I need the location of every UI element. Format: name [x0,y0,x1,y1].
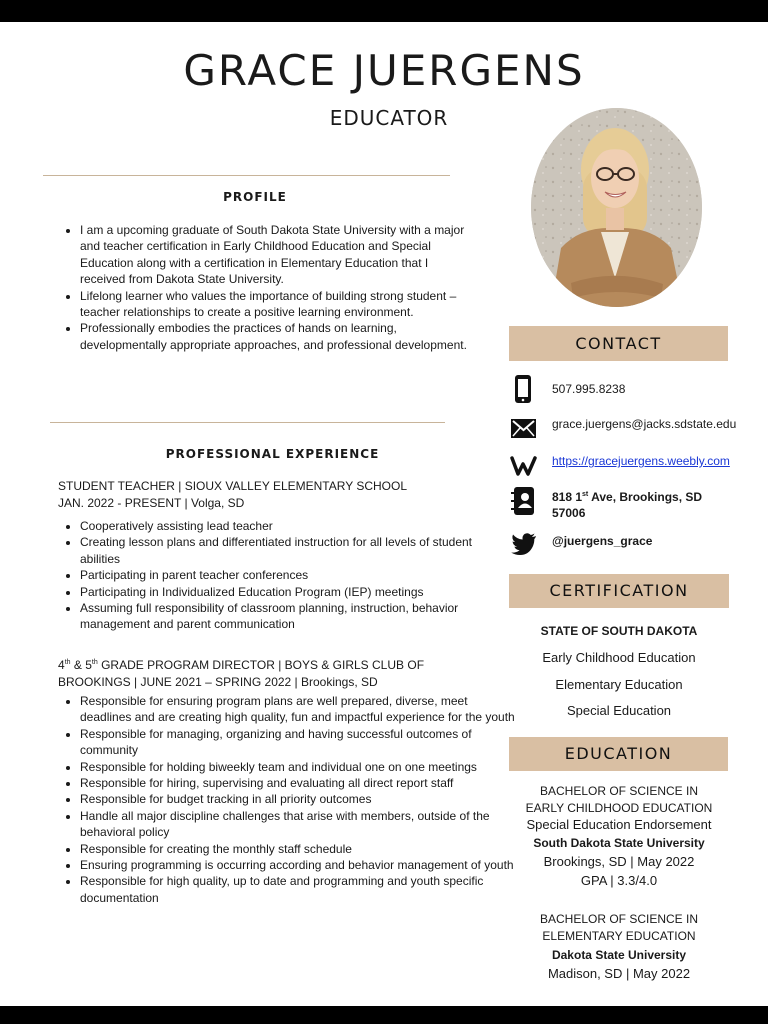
job1-header [58,478,478,512]
job2-duties [58,693,520,906]
contact-website[interactable] [552,453,762,469]
resume-name: GRACE JUERGENS [183,46,585,95]
resume-role: EDUCATOR [329,106,449,130]
job2-duty: • Ensuring programming is occurring according and behavior management of youth [80,857,520,873]
degree1-school: South Dakota State University [533,836,705,850]
profile-item: • I am a upcoming graduate of South Dakota State University with a major and teacher certification in Early Childhood Education and Special Education along with a certification in Elementary Education that I received from Dakota State University. [80,222,472,288]
contact-phone-row [510,374,760,406]
degree1-endorsement: Special Education Endorsement [526,817,712,832]
bottom-bar [0,1006,768,1024]
twitter-icon [510,528,538,558]
top-bar [0,0,768,22]
contact-address-row [510,486,760,522]
degree1-place: Brookings, SD | May 2022 [543,854,695,869]
job1-title: STUDENT TEACHER | SIOUX VALLEY ELEMENTARY SCHOOL [58,479,407,493]
contact-header: CONTACT [509,326,728,361]
profile-photo [531,108,702,307]
job2-duty: • Responsible for creating the monthly staff schedule [80,841,520,857]
job2-dates: BROOKINGS | JUNE 2021 – SPRING 2022 | Brookings, SD [58,675,378,689]
contact-website-row [510,450,760,482]
certification-header: CERTIFICATION [509,574,729,608]
certification-state: STATE OF SOUTH DAKOTA [540,624,698,638]
profile-list [58,222,472,353]
envelope-icon [510,412,538,442]
degree2-major: ELEMENTARY EDUCATION [542,929,696,943]
contact-twitter[interactable]: @juergens_grace [552,534,653,548]
degree1-title: BACHELOR OF SCIENCE IN [539,784,699,798]
degree2-title: BACHELOR OF SCIENCE IN [539,912,699,926]
job1-duty: • Creating lesson plans and differentiated instruction for all levels of student abilities [80,534,500,567]
address-book-icon [510,486,538,516]
certification-item: Special Education [566,703,672,718]
job1-duty: • Cooperatively assisting lead teacher [80,518,500,534]
job1-duties [58,518,500,633]
profile-item: • Lifelong learner who values the importance of building strong student – teacher relationships to create a positive learning environment. [80,288,472,321]
contact-email[interactable]: grace.juergens@jacks.sdstate.edu [552,417,737,431]
job1-dates: JAN. 2022 - PRESENT | Volga, SD [58,496,245,510]
certification-item: Elementary Education [555,677,683,692]
profile-item: • Professionally embodies the practices of hands on learning, developmentally appropriate approaches, and professional development. [80,320,472,353]
job2-title: 4th & 5th GRADE PROGRAM DIRECTOR | BOYS & GIRLS CLUB OF [58,658,425,672]
degree2-school: Dakota State University [551,948,687,962]
profile-bottom-rule [50,422,445,423]
degree1-gpa: GPA | 3.3/4.0 [580,873,658,888]
job2-header [58,654,498,691]
job2-duty: • Responsible for high quality, up to date and programming and youth specific documentation [80,873,520,906]
portrait-image [531,108,702,307]
degree1-major: EARLY CHILDHOOD EDUCATION [525,801,713,815]
job2-duty: • Handle all major discipline challenges that arise with members, outside of the behavioral policy [80,808,520,841]
job1-duty: • Participating in Individualized Education Program (IEP) meetings [80,584,500,600]
job2-duty: • Responsible for holding biweekly team and individual one on one meetings [80,759,520,775]
contact-phone[interactable]: 507.995.8238 [552,382,626,396]
profile-title: PROFILE [223,190,287,204]
job1-duty: • Participating in parent teacher conferences [80,567,500,583]
experience-title: PROFESSIONAL EXPERIENCE [165,447,380,461]
certification-item: Early Childhood Education [542,650,696,665]
website-link[interactable]: https://gracejuergens.weebly.com [552,454,730,468]
job2-duty: • Responsible for managing, organizing and having successful outcomes of community [80,726,520,759]
education-header: EDUCATION [509,737,728,771]
weebly-icon [510,450,538,480]
degree2-place: Madison, SD | May 2022 [547,966,691,981]
contact-twitter-row [510,528,760,560]
contact-address: 818 1st Ave, Brookings, SD 57006 [552,490,703,520]
job2-duty: • Responsible for budget tracking in all priority outcomes [80,791,520,807]
profile-top-rule [43,175,450,176]
phone-icon [510,374,538,404]
job2-duty: • Responsible for ensuring program plans are well prepared, diverse, meet deadlines and are creating high quality, fun and impactful experience for the youth [80,693,520,726]
job1-duty: • Assuming full responsibility of classroom planning, instruction, behavior management and parent communication [80,600,500,633]
degree1-block [509,782,729,890]
job2-duty: • Responsible for hiring, supervising and evaluating all direct report staff [80,775,520,791]
degree2-block [509,911,729,982]
contact-email-row [510,412,760,444]
